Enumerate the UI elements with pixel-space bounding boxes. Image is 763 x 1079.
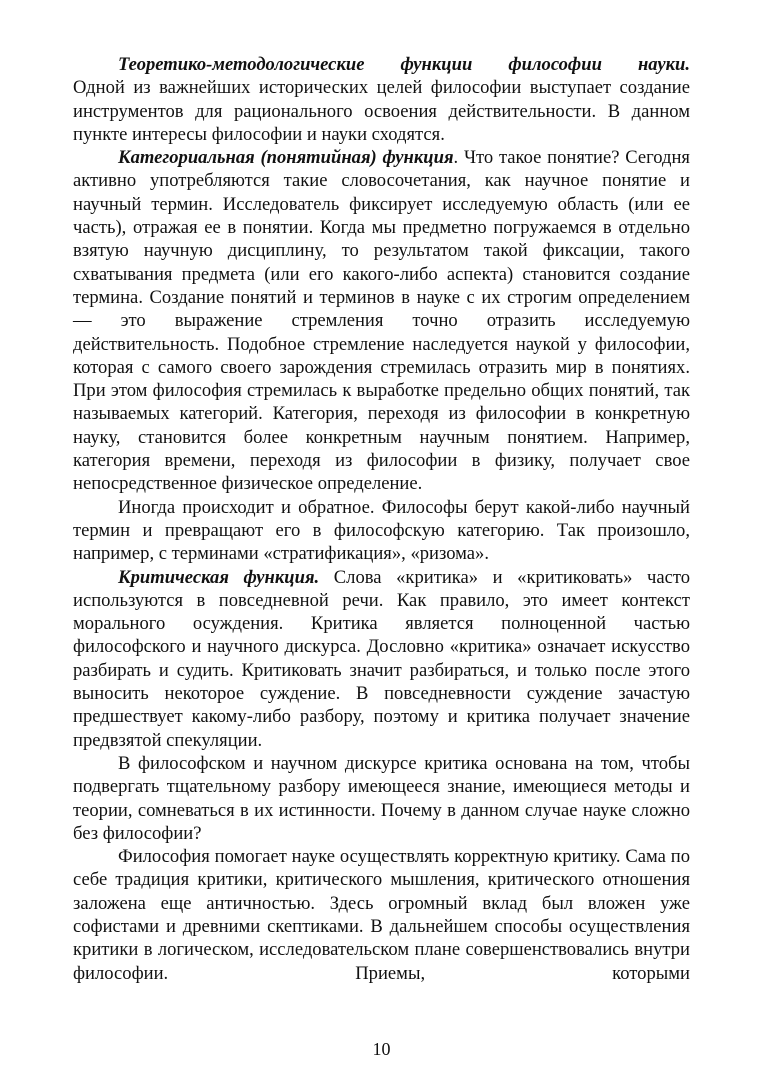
critical-function-paragraph (73, 566, 690, 752)
categorial-function-term: Категориальная (понятийная) функция (118, 147, 454, 169)
discourse-paragraph: В философском и научном дискурсе критика основана на том, чтобы подвергать тщательному разбору имеющееся знание, имеющиеся методы и теории, сомневаться в их истинности. Почему в данном случае науке сложно без философии? (73, 752, 690, 844)
tradition-paragraph: Философия помогает науке осуществлять корректную критику. Сама по себе традиция критики, критического мышления, критического отношения заложена еще античностью. Здесь огромный вклад был вложен уже софистами и древними скептиками. В дальнейшем способы осуществления критики в логическом, исследовательском плане совершенствовались внутри философии. Приемы, которыми (73, 846, 690, 984)
categorial-function-paragraph (73, 146, 690, 495)
critical-function-term: Критическая функция. (118, 566, 320, 588)
document-page (73, 53, 690, 985)
categorial-function-text: Что такое понятие? Сегодня активно употребляются такие словосочетания, как научное понятие и научный термин. Исследователь фиксирует исследуемую область (или ее часть), отражая ее в понятии. Когда мы предметно погружаемся в отдельно взятую научную дисциплину, то результатом такой фиксации, такого схватывания предмета (или его какого-либо аспекта) становится создание термина. Создание понятий и терминов в науке с их строгим определением — это выражение стремления точно отразить исследуемую действительность. Подобное стремление наследуется наукой у философии, которая с самого своего зарождения стремилась отразить мир в понятиях. При этом философия стремилась к выработке предельно общих понятий, так называемых категорий. Категория, переходя из философии в конкретную науку, становится более конкретным научным понятием. Например, категория времени, переходя из философии в физику, получает свое непосредственное физическое определение. (73, 147, 690, 495)
section-heading-text: Теоретико-методологические функции философии науки. (118, 54, 690, 75)
reverse-process-paragraph: Иногда происходит и обратное. Философы берут какой-либо научный термин и превращают его в философскую категорию. Так произошло, например, с терминами «стратификация», «ризома». (73, 496, 690, 565)
intro-paragraph: Одной из важнейших исторических целей философии выступает создание инструментов для рационального освоения действительности. В данном пункте интересы философии и науки сходятся. (73, 77, 690, 145)
section-heading (73, 53, 690, 76)
critical-function-text: Слова «критика» и «критиковать» часто используются в повседневной речи. Как правило, это имеет контекст морального осуждения. Критика является полноценной частью философского и научного дискурса. Дословно «критика» означает искусство разбирать и судить. Критиковать значит разбираться, и только после этого выносить некоторое суждение. В повседневности суждение зачастую предшествует какому-либо разбору, поэтому и критика получает значение предвзятой спекуляции. (73, 566, 690, 751)
categorial-function-term-end: . (453, 147, 459, 169)
page-number: 10 (372, 1039, 391, 1059)
